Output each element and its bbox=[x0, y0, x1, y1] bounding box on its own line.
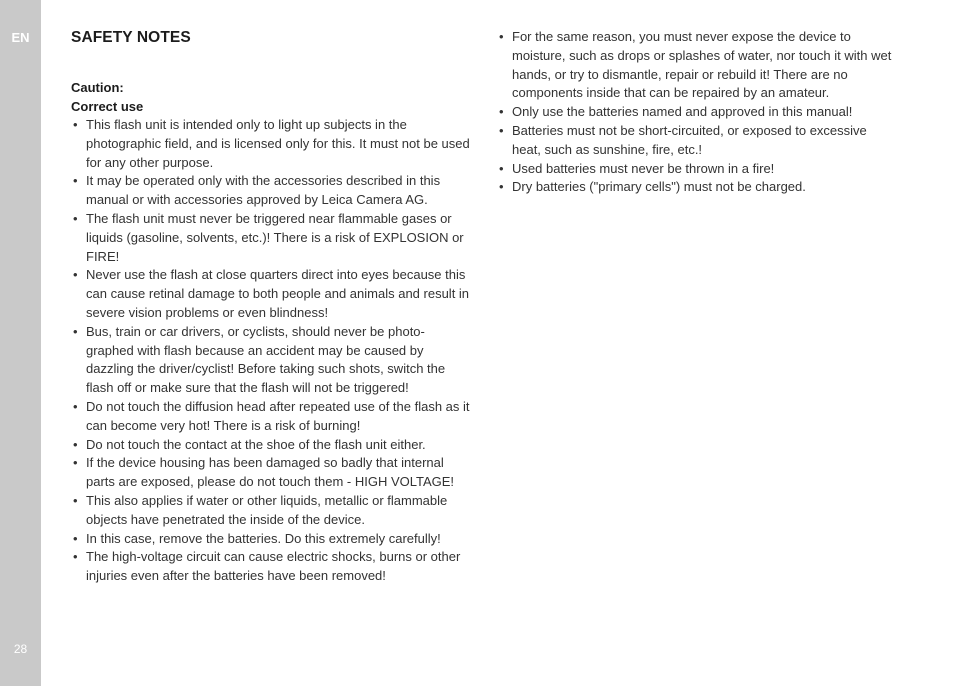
list-item: • Never use the flash at close quarters direct into eyes because this can cause retinal damage to both people and animals and result in severe vision problems or even blindness! bbox=[73, 267, 470, 320]
left-column bbox=[71, 78, 471, 586]
list-item: • Batteries must not be short-circuited, or exposed to excessive heat, such as sunshine, fire, etc.! bbox=[499, 122, 867, 157]
side-strip bbox=[0, 0, 41, 686]
right-column bbox=[497, 28, 897, 197]
list-item: • It may be operated only with the accessories described in this manual or with accessories approved by Leica Camera AG. bbox=[73, 173, 441, 208]
language-label: EN bbox=[11, 30, 30, 45]
list-item: • If the device housing has been damaged so badly that internal parts are exposed, please do not touch them - HIGH VOLTAGE! bbox=[73, 455, 455, 490]
correct-use-label: Correct use bbox=[71, 99, 144, 114]
list-item: • In this case, remove the batteries. Do this extremely carefully! bbox=[73, 530, 441, 546]
caution-label: Caution: bbox=[71, 80, 124, 95]
list-item: • This also applies if water or other liquids, metallic or flammable objects have penetrated the inside of the device. bbox=[73, 492, 448, 527]
left-bullet-list bbox=[71, 116, 471, 586]
list-item: • Used batteries must never be thrown in a fire! bbox=[499, 160, 775, 176]
list-item: • Dry batteries ("primary cells") must not be charged. bbox=[499, 179, 806, 195]
list-item: • Only use the batteries named and approved in this manual! bbox=[499, 104, 853, 120]
list-item: • Do not touch the contact at the shoe of the flash unit either. bbox=[73, 436, 426, 452]
list-item: • This flash unit is intended only to light up subjects in the photographic field, and is licensed only for this. It must not be used for any other purpose. bbox=[73, 117, 470, 170]
page-number: 28 bbox=[13, 642, 28, 656]
list-item: • For the same reason, you must never expose the device to moisture, such as drops or splashes of water, nor touch it with wet hands, or try to dismantle, repair or rebuild it! There are no components inside that can be repaired by an amateur. bbox=[499, 29, 892, 101]
list-item: • The high-voltage circuit can cause electric shocks, burns or other injuries even after the batteries have been removed! bbox=[73, 549, 461, 584]
list-item: • Do not touch the diffusion head after repeated use of the flash as it can become very hot! There is a risk of burning! bbox=[73, 398, 470, 433]
list-item: • Bus, train or car drivers, or cyclists, should never be photo-graphed with flash because an accident may be caused by dazzling the driver/cyclist! Before taking such shots, switch the flash off or make sure that the flash will not be triggered! bbox=[73, 323, 446, 396]
page-title: SAFETY NOTES bbox=[71, 29, 191, 46]
right-bullet-list bbox=[497, 28, 897, 197]
list-item: • The flash unit must never be triggered near flammable gases or liquids (gasoline, solvents, etc.)! There is a risk of EXPLOSION or FIRE! bbox=[73, 210, 464, 264]
